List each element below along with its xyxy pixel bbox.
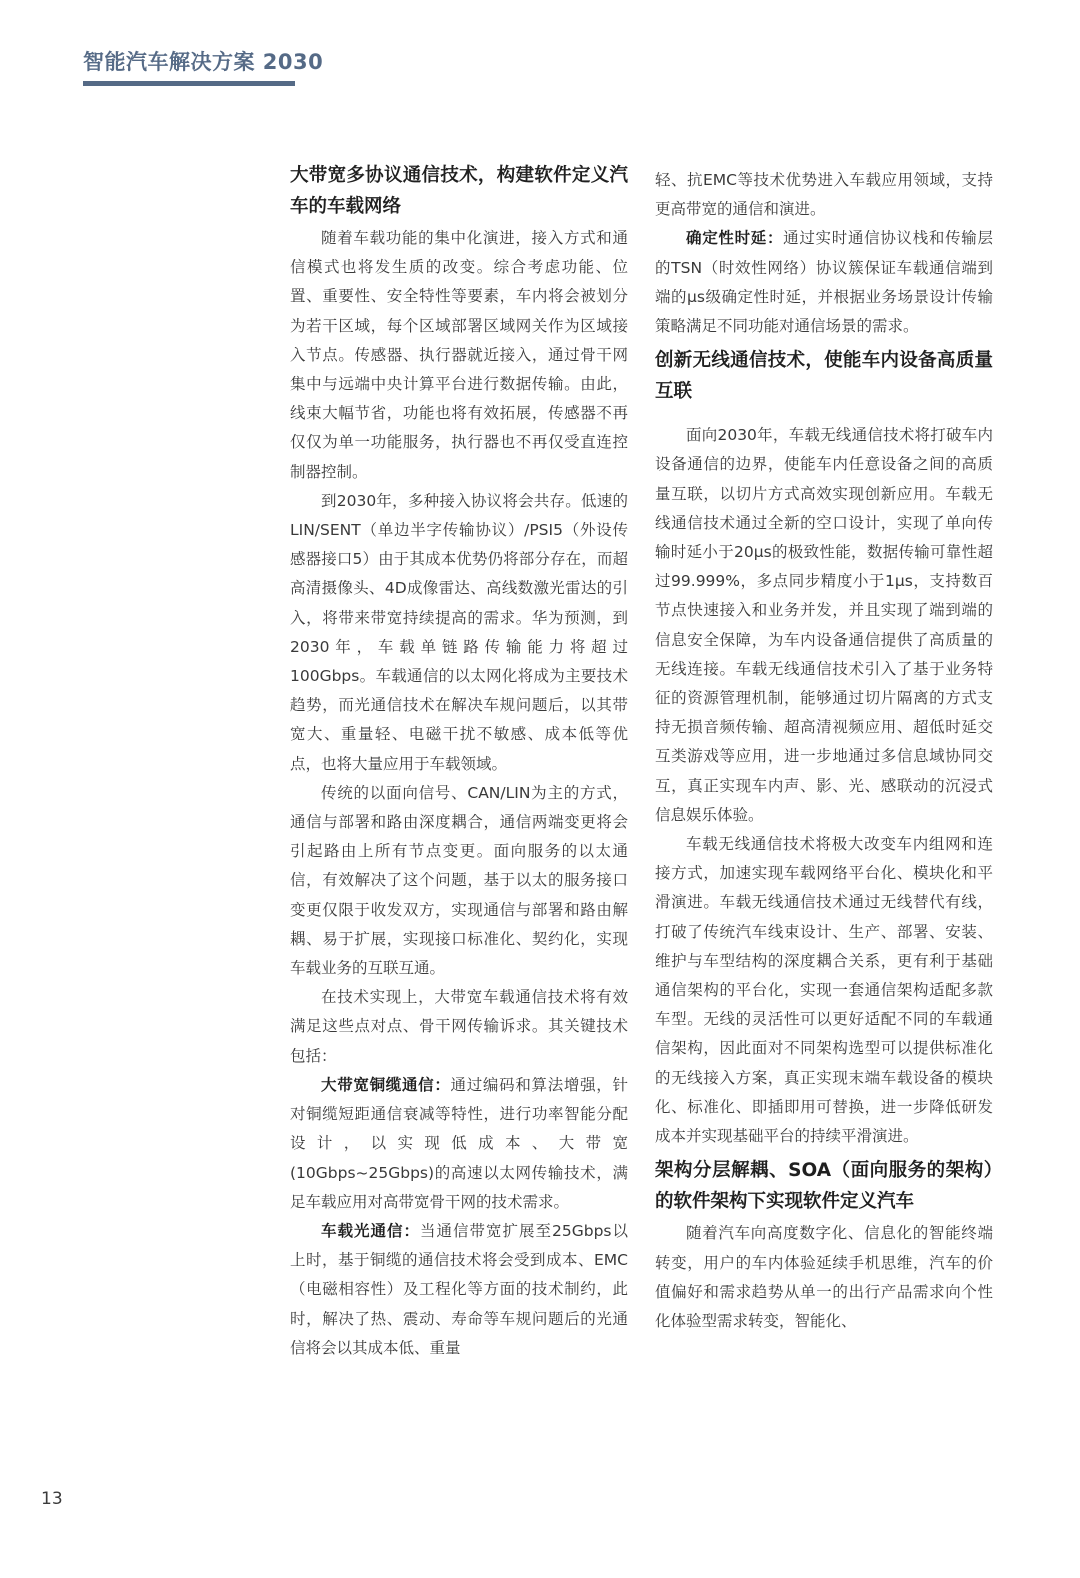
term-text: 通过实时通信协议栈和传输层的TSN（时效性网络）协议簇保证车载通信端到端的μs级确定性时延，并根据业务场景设计传输策略满足不同功能对通信场景的需求。 xyxy=(655,229,993,336)
term-label: 确定性时延： xyxy=(686,229,784,248)
page-number: 13 xyxy=(41,1489,63,1509)
header-title: 智能汽车解决方案 2030 xyxy=(83,50,324,74)
paragraph: 面向2030年，车载无线通信技术将打破车内设备通信的边界，使能车内任意设备之间的高质量互联，以切片方式高效实现创新应用。车载无线通信技术通过全新的空口设计，实现了单向传输时延小于20μs的极致性能，数据传输可靠性超过99.999%，多点同步精度小于1μs，支持数百节点快速接入和业务并发，并且实现了端到端的信息安全保障，为车内设备通信提供了高质量的无线连接。车载无线通信技术引入了基于业务特征的资源管理机制，能够通过切片隔离的方式支持无损音频传输、超高清视频应用、超低时延交互类游戏等应用，进一步地通过多信息域协同交互，真正实现车内声、影、光、感联动的沉浸式信息娱乐体验。 xyxy=(655,426,993,824)
paragraph: 随着车载功能的集中化演进，接入方式和通信模式也将发生质的改变。综合考虑功能、位置、重要性、安全特性等要素，车内将会被划分为若干区域，每个区域部署区域网关作为区域接入节点。传感器、执行器就近接入，通过骨干网集中与远端中央计算平台进行数据传输。由此，线束大幅节省，功能也将有效拓展，传感器不再仅仅为单一功能服务，执行器也不再仅受直连控制器控制。 xyxy=(290,229,628,481)
paragraph-optical xyxy=(290,1217,628,1363)
paragraph-latency xyxy=(655,224,993,341)
section-heading-bandwidth: 大带宽多协议通信技术，构建软件定义汽车的车载网络 xyxy=(290,165,628,217)
paragraph: 传统的以面向信号、CAN/LIN为主的方式，通信与部署和路由深度耦合，通信两端变更将会引起路由上所有节点变更。面向服务的以太通信，有效解决了这个问题，基于以太的服务接口变更仅限于收发双方，实现通信与部署和路由解耦、易于扩展，实现接口标准化、契约化，实现车载业务的互联互通。 xyxy=(290,783,628,978)
section-heading-soa: 架构分层解耦、SOA（面向服务的架构）的软件架构下实现软件定义汽车 xyxy=(655,1160,993,1213)
term-label: 大带宽铜缆通信： xyxy=(321,1075,451,1094)
term-text: 当通信带宽扩展至25Gbps以上时，基于铜缆的通信技术将会受到成本、EMC（电磁相容性）及工程化等方面的技术制约，此时，解决了热、震动、寿命等车规问题后的光通信将会以其成本低、重量 xyxy=(290,1221,628,1357)
header-rule xyxy=(83,81,295,86)
term-label: 车载光通信： xyxy=(321,1221,420,1240)
paragraph: 在技术实现上，大带宽车载通信技术将有效满足这些点对点、骨干网传输诉求。其关键技术包括： xyxy=(290,988,628,1065)
paragraph: 到2030年，多种接入协议将会共存。低速的LIN/SENT（单边半字传输协议）/PSI5（外设传感器接口5）由于其成本优势仍将部分存在，而超高清摄像头、4D成像雷达、高线数激光雷达的引入，将带来带宽持续提高的需求。华为预测，到2030年，车载单链路传输能力将超过100Gbps。车载通信的以太网化将成为主要技术趋势，而光通信技术在解决车规问题后，以其带宽大、重量轻、电磁干扰不敏感、成本低等优点，也将大量应用于车载领域。 xyxy=(290,491,628,773)
right-column xyxy=(655,166,993,1336)
paragraph: 车载无线通信技术将极大改变车内组网和连接方式，加速实现车载网络平台化、模块化和平滑演进。车载无线通信技术通过无线替代有线，打破了传统汽车线束设计、生产、部署、安装、维护与车型结构的深度耦合关系，更有利于基础通信架构的平台化，实现一套通信架构适配多款车型。无线的灵活性可以更好适配不同的车载通信架构，因此面对不同架构选型可以提供标准化的无线接入方案，真正实现末端车载设备的模块化、标准化、即插即用可替换，进一步降低研发成本并实现基础平台的持续平滑演进。 xyxy=(655,835,993,1146)
paragraph-continued: 轻、抗EMC等技术优势进入车载应用领域，支持更高带宽的通信和演进。 xyxy=(655,171,993,219)
section-heading-wireless: 创新无线通信技术，使能车内设备高质量互联 xyxy=(655,350,993,403)
term-text: 通过编码和算法增强，针对铜缆短距通信衰减等特性，进行功率智能分配设计，以实现低成本、大带宽(10Gbps~25Gbps)的高速以太网传输技术，满足车载应用对高带宽骨干网的技术需求。 xyxy=(290,1075,628,1211)
paragraph-copper xyxy=(290,1071,628,1217)
left-column xyxy=(290,160,628,1363)
paragraph: 随着汽车向高度数字化、信息化的智能终端转变，用户的车内体验延续手机思维，汽车的价值偏好和需求趋势从单一的出行产品需求向个性化体验型需求转变，智能化、 xyxy=(655,1224,993,1330)
